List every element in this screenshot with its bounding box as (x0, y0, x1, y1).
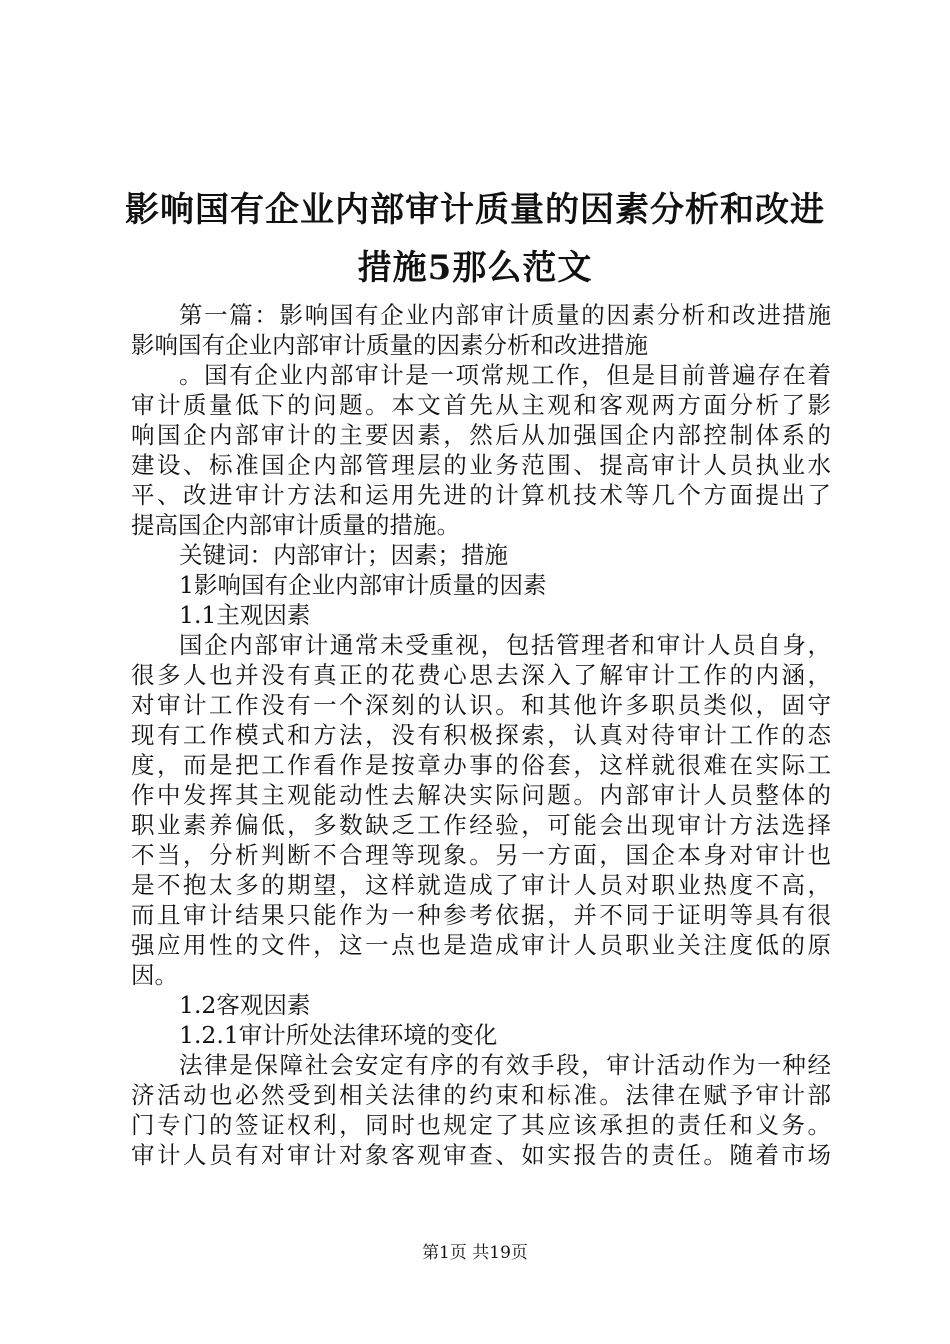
section-heading: 1.2客观因素 (179, 991, 311, 1019)
text-line: 。国有企业内部审计是一项常规工作，但是目前普遍存在着 (179, 361, 831, 389)
text-line: 平、改进审计方法和运用先进的计算机技术等几个方面提出了 (131, 481, 831, 509)
section-heading: 1.1主观因素 (179, 601, 311, 629)
text-line: 第一篇：影响国有企业内部审计质量的因素分析和改进措施 (179, 301, 831, 329)
text-line: 职业素养偏低，多数缺乏工作经验，可能会出现审计方法选择 (131, 811, 831, 839)
page-footer: 第1页 共19页 (422, 1243, 528, 1263)
text-line: 响国企内部审计的主要因素，然后从加强国企内部控制体系的 (131, 421, 831, 449)
section-heading: 1影响国有企业内部审计质量的因素 (179, 571, 547, 599)
text-line: 很多人也并没有真正的花费心思去深入了解审计工作的内涵， (131, 661, 831, 689)
document-title-line-1: 影响国有企业内部审计质量的因素分析和改进 (125, 190, 825, 230)
text-line: 建设、标准国企内部管理层的业务范围、提高审计人员执业水 (131, 451, 831, 479)
document-title-line-2: 措施5那么范文 (357, 248, 593, 288)
text-line: 审计质量低下的问题。本文首先从主观和客观两方面分析了影 (131, 391, 831, 419)
text-line: 国企内部审计通常未受重视，包括管理者和审计人员自身， (179, 631, 831, 659)
text-line: 是不抱太多的期望，这样就造成了审计人员对职业热度不高， (131, 871, 831, 899)
text-line: 强应用性的文件，这一点也是造成审计人员职业关注度低的原 (131, 931, 831, 959)
keywords-line: 关键词：内部审计；因素；措施 (179, 541, 508, 569)
document-body (131, 300, 831, 1170)
text-line: 影响国有企业内部审计质量的因素分析和改进措施 (131, 331, 648, 359)
text-line: 门专门的签证权利，同时也规定了其应该承担的责任和义务。 (131, 1111, 831, 1139)
text-line: 度，而是把工作看作是按章办事的俗套，这样就很难在实际工 (131, 751, 831, 779)
text-line: 济活动也必然受到相关法律的约束和标准。法律在赋予审计部 (131, 1081, 831, 1109)
text-line: 对审计工作没有一个深刻的认识。和其他许多职员类似，固守 (131, 691, 831, 719)
text-line: 审计人员有对审计对象客观审查、如实报告的责任。随着市场 (131, 1141, 831, 1169)
text-line: 因。 (131, 961, 178, 989)
text-line: 而且审计结果只能作为一种参考依据，并不同于证明等具有很 (131, 901, 831, 929)
text-line: 现有工作模式和方法，没有积极探索，认真对待审计工作的态 (131, 721, 831, 749)
text-line: 提高国企内部审计质量的措施。 (131, 511, 460, 539)
text-line: 作中发挥其主观能动性去解决实际问题。内部审计人员整体的 (131, 781, 831, 809)
section-heading: 1.2.1审计所处法律环境的变化 (179, 1021, 498, 1049)
text-line: 法律是保障社会安定有序的有效手段，审计活动作为一种经 (179, 1051, 831, 1079)
text-line: 不当，分析判断不合理等现象。另一方面，国企本身对审计也 (131, 841, 831, 869)
